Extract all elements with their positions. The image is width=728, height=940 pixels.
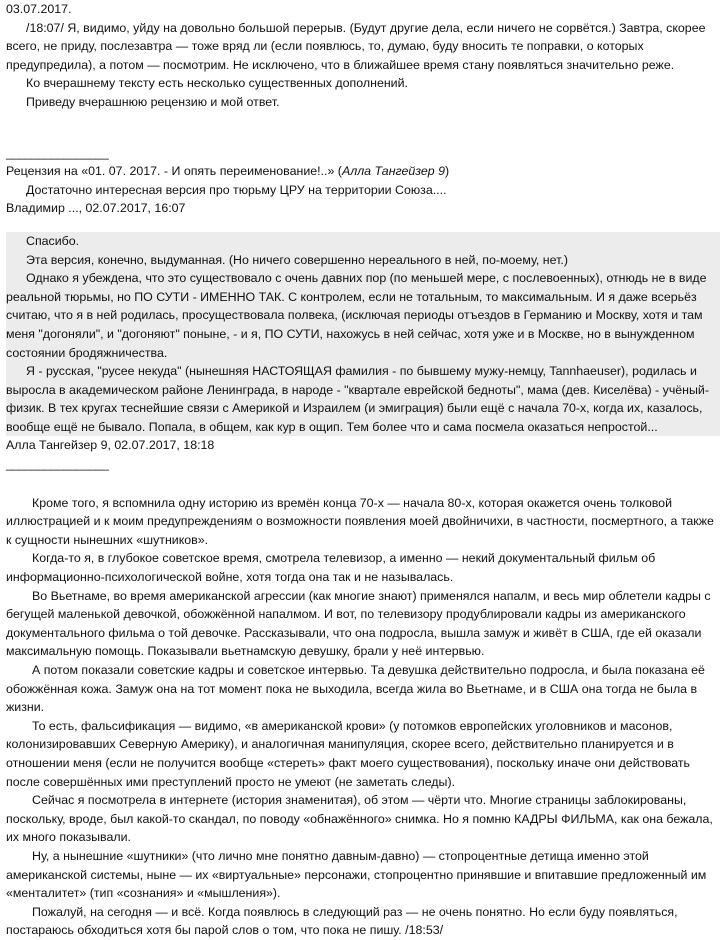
body-paragraph: Сейчас я посмотрела в интернете (история знаменитая), об этом — чёрти что. Многие страницы заблокированы, поскольку, вроде, был какой-то скандал, по поводу «обнажённого» снимка. Но я помню КАДРЫ ФИЛЬМА, как она бежала, их много показывали.: [6, 793, 713, 845]
intro-paragraph: Приведу вчерашнюю рецензию и мой ответ.: [26, 94, 280, 109]
body-paragraph: А потом показали советские кадры и советское интервью. Та девушка действительно подросла, и была показана её обожжённая кожа. Замуж она на тот момент пока не выходила, всегда жила во Вьетнаме, и в США она тогда не была в жизни.: [6, 663, 705, 715]
review-heading-prefix: Рецензия на «01. 07. 2017. - И опять переименование!..» (: [6, 164, 342, 179]
review-signature: Владимир ..., 02.07.2017, 16:07: [6, 201, 186, 216]
intro-paragraph: Ко вчерашнему тексту есть несколько существенных дополнений.: [26, 76, 408, 91]
review-author-link[interactable]: Алла Тангейзер 9: [341, 164, 446, 179]
body-paragraph: То есть, фальсификация — видимо, «в американской крови» (у потомков европейских уголовников и масонов, колонизировавших Северную Америку), и аналогичная манипуляция, скорее всего, действительно планируется и в отношении меня (если не получится вообще «стереть» факт моего существования), поскольку иначе они действовать после совершённых ими преступлений просто не умеют (не заметать следы).: [6, 718, 691, 789]
intro-paragraph: /18:07/ Я, видимо, уйду на довольно большой перерыв. (Будут другие дела, если ничего не сорвётся.) Завтра, скорее всего, не приду, послезавтра — тоже вряд ли (если появлюсь, то, думаю, буду вносить те поправки, о которых предупредила), а потом — посмотрим. Не исключено, что в ближайшее время стану появляться значительно реже.: [6, 20, 706, 72]
reply-signature: Алла Тангейзер 9, 02.07.2017, 18:18: [6, 438, 215, 453]
entry-date: 03.07.2017.: [6, 2, 72, 16]
body-paragraph: Пожалуй, на сегодня — и всё. Когда появлюсь в следующий раз — не очень понятно. Но если буду появляться, постараюсь обходиться хотя бы парой слов о том, что пока не пишу. /18:53/: [6, 904, 678, 938]
body-paragraph: Когда-то я, в глубокое советское время, смотрела телевизор, а именно — некий документальный фильм об информационно-психологической войне, хотя тогда она так и не называлась.: [6, 551, 656, 585]
body-paragraph: Ну, а нынешние «шутники» (что лично мне понятно давным-давно) — стопроцентные детища именно этой американской системы, ныне — их «виртуальные» персонажи, стопроцентно принявшие и впитавшие предложенный им «менталитет» (тип «сознания» и «мышления»).: [6, 848, 707, 901]
separator-line: ________________: [6, 145, 109, 160]
separator-line: ________________: [6, 457, 109, 472]
body-paragraph: Во Вьетнаме, во время американской агрессии (как многие знают) применялся напалм, и весь мир облетели кадры с бегущей маленькой девочкой, обожжённой напалмом. И вот, по телевизору продублировали кадры из американского документального фильма о той девочке. Рассказывали, что она подросла, вышла замуж и живёт в США, где ей оказали максимальную помощь. Показывали вьетнамскую девушку, брали у неё интервью.: [6, 588, 711, 659]
reply-paragraph: Спасибо.: [26, 233, 80, 248]
reply-paragraph: Эта версия, конечно, выдуманная. (Но ничего совершенно нереального в ней, по-моему, нет.): [26, 252, 569, 267]
reply-paragraph: Я - русская, "русее некуда" (нынешняя НАСТОЯЩАЯ фамилия - по бывшему мужу-немцу, Tannhaeuser), родилась и выросла в академическом районе Ленинграда, в народе - "квартале еврейской бедноты", мама (дев. Киселёва) - учёный-физик. В тех кругах теснейшие связи с Америкой и Израилем (и эмиграция) были ещё с начала 70-х, когда их, казалось, вообще ещё не бывало. Попала, в общем, как кур в ощип. Тем более что и сама посмела оказаться непростой...: [6, 364, 709, 434]
review-heading-suffix: ): [445, 164, 450, 179]
reply-paragraph: Однако я убеждена, что это существовало с очень давних пор (по меньшей мере, с послевоенных), отнюдь не в виде реальной тюрьмы, но ПО СУТИ - ИМЕННО ТАК. С контролем, если не тотальным, то максимальным. И я даже всерьёз считаю, что я в ней родилась, просуществовала полвека, (исключая периоды отъездов в Германию и Москву, хотя и там меня "догоняли", и "догоняют" поныне, - и я, ПО СУТИ, нахожусь в ней сейчас, хотя уже и в Москве, но в вынужденном состоянии бродяжничества.: [6, 271, 707, 360]
body-paragraph: Кроме того, я вспомнила одну историю из времён конца 70-х — начала 80-х, которая окажется очень толковой иллюстрацией и к моим предупреждениям о возможности появления моей двойничихи, в частности, посмертного, а также к сущности нынешних «шутников».: [6, 495, 714, 547]
reply-quote-block: [6, 232, 720, 437]
review-text: Достаточно интересная версия про тюрьму ЦРУ на территории Союза....: [26, 182, 447, 197]
review-heading: [6, 162, 722, 181]
